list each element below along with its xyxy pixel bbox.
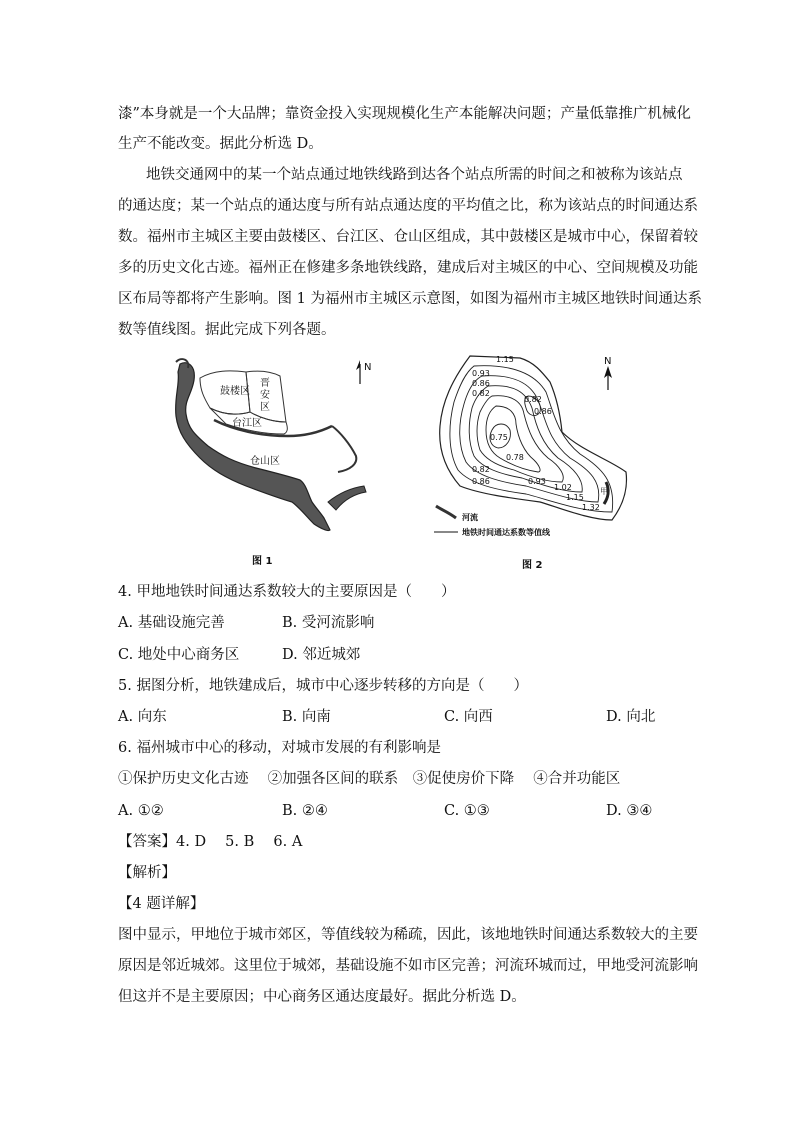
detail-title: 【4 题详解】 bbox=[118, 896, 205, 912]
figure-1-map bbox=[160, 352, 390, 552]
question-items: ①保护历史文化古迹 ②加强各区间的联系 ③促使房价下降 ④合并功能区 bbox=[118, 771, 621, 787]
question-stem: 5. 据图分析，地铁建成后，城市中心逐步转移的方向是（ ） bbox=[118, 678, 528, 694]
option-c: C. ①③ bbox=[444, 803, 490, 819]
text-line: 图中显示，甲地位于城市郊区，等值线较为稀疏，因此，该地地铁时间通达系数较大的主要 bbox=[118, 927, 698, 943]
option-d: D. 邻近城郊 bbox=[282, 647, 361, 663]
question-stem: 4. 甲地地铁时间通达系数较大的主要原因是（ ） bbox=[118, 584, 456, 600]
analysis-title: 【解析】 bbox=[118, 865, 176, 881]
option-c: C. 地处中心商务区 bbox=[118, 647, 240, 663]
answer-line: 【答案】4. D 5. B 6. A bbox=[118, 834, 303, 850]
option-c: C. 向西 bbox=[444, 709, 493, 725]
text-line: 数等值线图。据此完成下列各题。 bbox=[118, 322, 336, 338]
option-d: D. 向北 bbox=[606, 709, 656, 725]
legend-river: 河流 bbox=[462, 513, 478, 522]
text-line: 生产不能改变。据此分析选 D。 bbox=[118, 136, 323, 152]
svg-text:N: N bbox=[604, 356, 612, 367]
legend bbox=[434, 506, 551, 537]
option-b: B. 向南 bbox=[282, 709, 331, 725]
contour-label: 0.93 bbox=[528, 477, 546, 486]
label-jinan-1: 晋 bbox=[260, 378, 270, 389]
option-d: D. ③④ bbox=[606, 803, 653, 819]
option-a: A. 向东 bbox=[118, 709, 167, 725]
text-line: 数。福州市主城区主要由鼓楼区、台江区、仓山区组成，其中鼓楼区是城市中心，保留着较 bbox=[118, 229, 698, 245]
contour-label: 1.15 bbox=[496, 355, 514, 364]
text-line: 漆”本身就是一个大品牌；靠资金投入实现规模化生产本能解决问题；产量低靠推广机械化 bbox=[118, 106, 691, 122]
figure-2-contour-map bbox=[430, 352, 640, 552]
figures bbox=[160, 352, 640, 577]
contour-label: 1.15 bbox=[566, 493, 584, 502]
option-b: B. 受河流影响 bbox=[282, 615, 375, 631]
question-stem: 6. 福州城市中心的移动，对城市发展的有利影响是 bbox=[118, 740, 441, 756]
label-jinan-3: 区 bbox=[260, 402, 270, 413]
north-arrow-icon bbox=[356, 360, 371, 384]
contour-label: 0.86 bbox=[534, 407, 552, 416]
contour-label: 1.32 bbox=[582, 503, 600, 512]
option-a: A. 基础设施完善 bbox=[118, 615, 225, 631]
legend-contour: 地铁时间通达系数等值线 bbox=[462, 528, 550, 537]
place-label-jia: 甲 bbox=[600, 487, 608, 496]
text-line: 地铁交通网中的某一个站点通过地铁线路到达各个站点所需的时间之和被称为该站点 bbox=[146, 167, 683, 183]
option-b: B. ②④ bbox=[282, 803, 328, 819]
contour-label: 0.86 bbox=[472, 477, 490, 486]
text-line: 区布局等都将产生影响。图 1 为福州市主城区示意图，如图为福州市主城区地铁时间通达系 bbox=[118, 291, 702, 307]
contour-label: 1.02 bbox=[554, 483, 572, 492]
north-arrow-icon bbox=[604, 356, 612, 390]
contour-label: 0.75 bbox=[490, 433, 508, 442]
contour-label: 0.86 bbox=[472, 379, 490, 388]
figure-1-caption: 图 1 bbox=[252, 556, 273, 567]
text-line: 原因是邻近城郊。这里位于城郊，基础设施不如市区完善；河流环城而过，甲地受河流影响 bbox=[118, 958, 698, 974]
label-gulou: 鼓楼区 bbox=[220, 386, 250, 397]
text-line: 多的历史文化古迹。福州正在修建多条地铁线路，建成后对主城区的中心、空间规模及功能 bbox=[118, 260, 698, 276]
river-branch bbox=[328, 486, 366, 510]
option-a: A. ①② bbox=[118, 803, 164, 819]
contour-label: 0.82 bbox=[472, 389, 490, 398]
contour-label: 0.93 bbox=[472, 369, 490, 378]
text-line: 的通达度；某一个站点的通达度与所有站点通达度的平均值之比，称为该站点的时间通达系 bbox=[118, 198, 698, 214]
river-legend-icon bbox=[436, 506, 456, 518]
river-band bbox=[176, 363, 330, 531]
contour-label: 0.78 bbox=[506, 453, 524, 462]
label-jinan-2: 安 bbox=[260, 390, 270, 401]
label-taijiang: 台江区 bbox=[232, 418, 262, 429]
figure-2-caption: 图 2 bbox=[522, 560, 543, 571]
svg-text:N: N bbox=[364, 362, 372, 373]
label-cangshan: 仓山区 bbox=[250, 456, 280, 467]
text-line: 但这并不是主要原因；中心商务区通达度最好。据此分析选 D。 bbox=[118, 989, 526, 1005]
contour-label: 0.82 bbox=[472, 465, 490, 474]
contour-label: 0.82 bbox=[524, 395, 542, 404]
